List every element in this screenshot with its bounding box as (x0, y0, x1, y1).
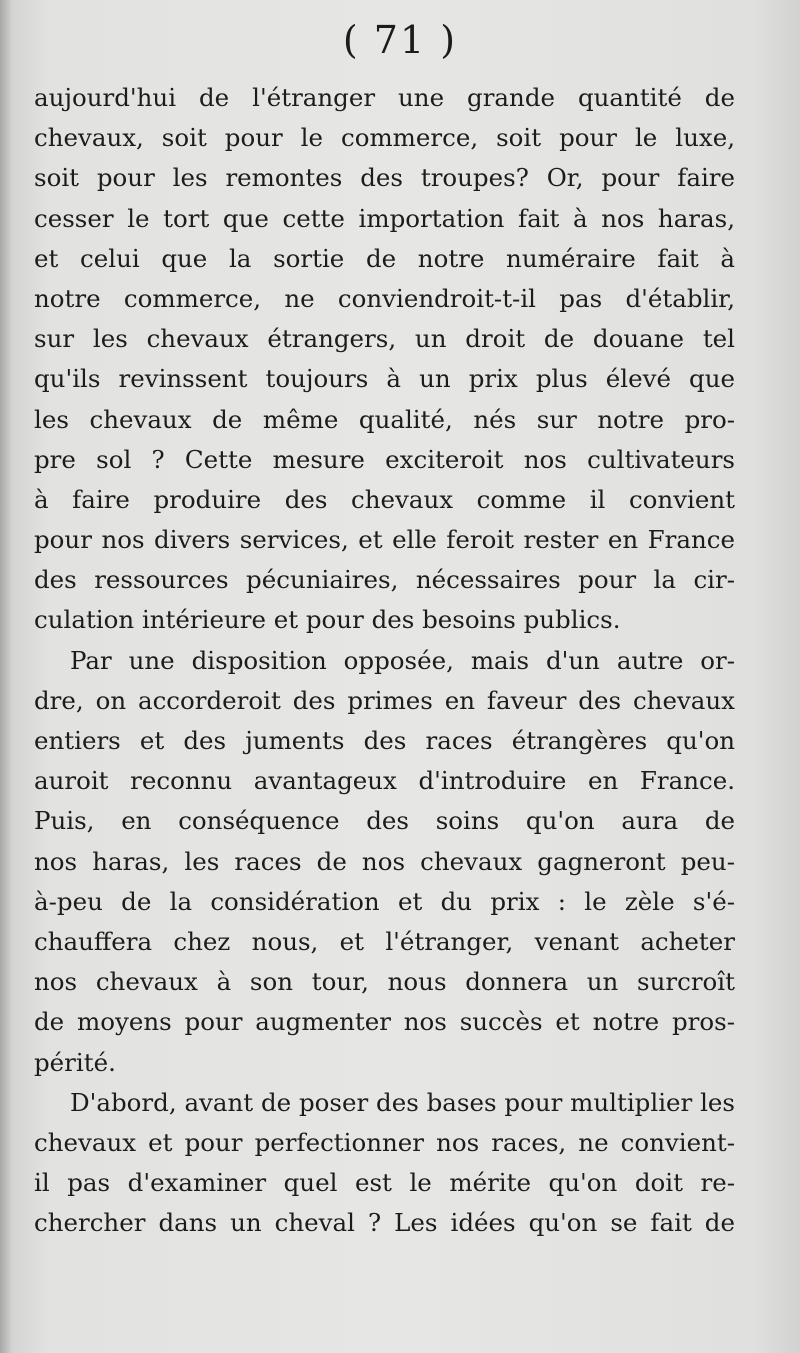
text-line: de moyens pour augmenter nos succès et notre pros- (34, 1007, 735, 1037)
text-line: dre, on accorderoit des primes en faveur des chevaux (34, 685, 735, 715)
text-line: pour nos divers services, et elle feroit rester en France (34, 525, 735, 555)
text-line: chevaux et pour perfectionner nos races, ne convient- (34, 1127, 735, 1157)
text-line: il pas d'examiner quel est le mérite qu'on doit re- (34, 1168, 735, 1198)
text-line: cesser le tort que cette importation fait à nos haras, (34, 203, 735, 233)
text-line: chercher dans un cheval ? Les idées qu'on se fait de (34, 1208, 735, 1238)
text-line: à faire produire des chevaux comme il convient (34, 484, 735, 514)
text-line: et celui que la sortie de notre numéraire fait à (34, 243, 735, 273)
text-line: les chevaux de même qualité, nés sur notre pro- (34, 404, 735, 434)
text-line: Puis, en conséquence des soins qu'on aura de (34, 806, 735, 836)
text-line: auroit reconnu avantageux d'introduire en France. (34, 766, 735, 796)
text-line: pre sol ? Cette mesure exciteroit nos cultivateurs (34, 444, 735, 474)
paragraph-start-line: D'abord, avant de poser des bases pour multiplier les (70, 1087, 735, 1117)
text-line: chauffera chez nous, et l'étranger, venant acheter (34, 926, 735, 956)
text-line: soit pour les remontes des troupes? Or, pour faire (34, 163, 735, 193)
text-line: aujourd'hui de l'étranger une grande quantité de (34, 83, 735, 112)
page-number: ( 71 ) (342, 18, 458, 62)
text-line: qu'ils revinssent toujours à un prix plus élevé que (34, 364, 735, 394)
text-line: nos haras, les races de nos chevaux gagneront peu- (34, 846, 735, 876)
text-line: culation intérieure et pour des besoins publics. (34, 605, 621, 635)
text-line: des ressources pécuniaires, nécessaires pour la cir- (34, 565, 735, 595)
text-line: à-peu de la considération et du prix : le zèle s'é- (34, 886, 735, 916)
text-line: périté. (34, 1047, 116, 1077)
paragraph-start-line: Par une disposition opposée, mais d'un autre or- (70, 645, 735, 675)
text-line: nos chevaux à son tour, nous donnera un surcroît (34, 967, 735, 997)
text-line: notre commerce, ne conviendroit-t-il pas d'établir, (34, 283, 735, 313)
body-text (34, 78, 735, 1243)
text-line: entiers et des juments des races étrangères qu'on (34, 726, 735, 755)
page-gutter-shadow (0, 0, 12, 1353)
text-line: sur les chevaux étrangers, un droit de douane tel (34, 324, 735, 354)
text-line: chevaux, soit pour le commerce, soit pour le luxe, (34, 123, 735, 153)
